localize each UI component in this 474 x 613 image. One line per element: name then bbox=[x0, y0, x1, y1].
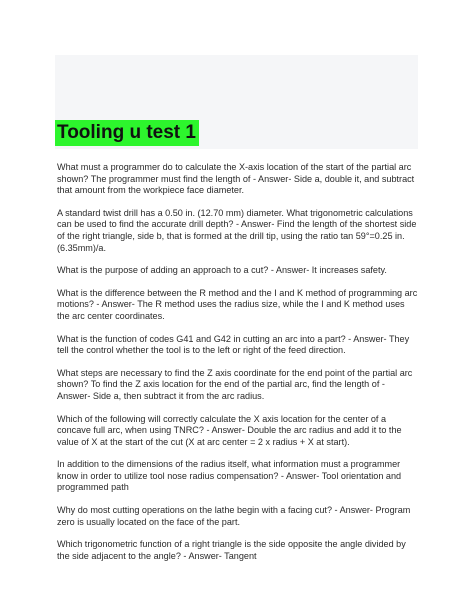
qa-entry: What is the purpose of adding an approach to a cut? - Answer- It increases safety. bbox=[57, 265, 387, 276]
qa-entry: What is the difference between the R method and the I and K method of programming arc motions? - Answer- The R method uses the radius size, while the I and K method uses the arc center coordinates. bbox=[57, 287, 418, 321]
qa-entry: What is the function of codes G41 and G42 in cutting an arc into a part? - Answer- They tell the control whether the tool is to the left or right of the feed direction. bbox=[57, 333, 410, 356]
qa-entry: Which of the following will correctly calculate the X axis location for the center of a concave full arc, when using TNRC? - Answer- Double the arc radius and add it to the value of X at the start of the cut (X at arc center = 2 x radius + X at start). bbox=[57, 413, 402, 447]
qa-entry: In addition to the dimensions of the radius itself, what information must a programmer know in order to utilize tool nose radius compensation? - Answer- Tool orientation and programmed path bbox=[57, 459, 402, 493]
qa-entry: Why do most cutting operations on the lathe begin with a facing cut? - Answer- Program zero is usually located on the face of the part. bbox=[57, 505, 411, 527]
document-title: Tooling u test 1 bbox=[55, 120, 199, 146]
qa-entry: Which trigonometric function of a right triangle is the side opposite the angle divided by the side adjacent to the angle? - Answer- Tangent bbox=[57, 539, 406, 561]
document-body bbox=[57, 162, 419, 573]
qa-entry: What steps are necessary to find the Z axis coordinate for the end point of the partial arc shown? To find the Z axis location for the end of the partial arc, find the length of - Answer- Side a, then subtract it from the arc radius. bbox=[57, 367, 413, 401]
qa-entry: A standard twist drill has a 0.50 in. (12.70 mm) diameter. What trigonometric calculations can be used to find the accurate drill depth? - Answer- Find the length of the shortest side of the right triangle, side b, that is formed at the drill tip, using the ratio tan 59°=0.25 in. (6.35mm)/a. bbox=[57, 207, 417, 253]
qa-entry: What must a programmer do to calculate the X-axis location of the start of the partial arc shown? The programmer must find the length of - Answer- Side a, double it, and subtract that amount from the workpiece face diameter. bbox=[57, 162, 415, 196]
